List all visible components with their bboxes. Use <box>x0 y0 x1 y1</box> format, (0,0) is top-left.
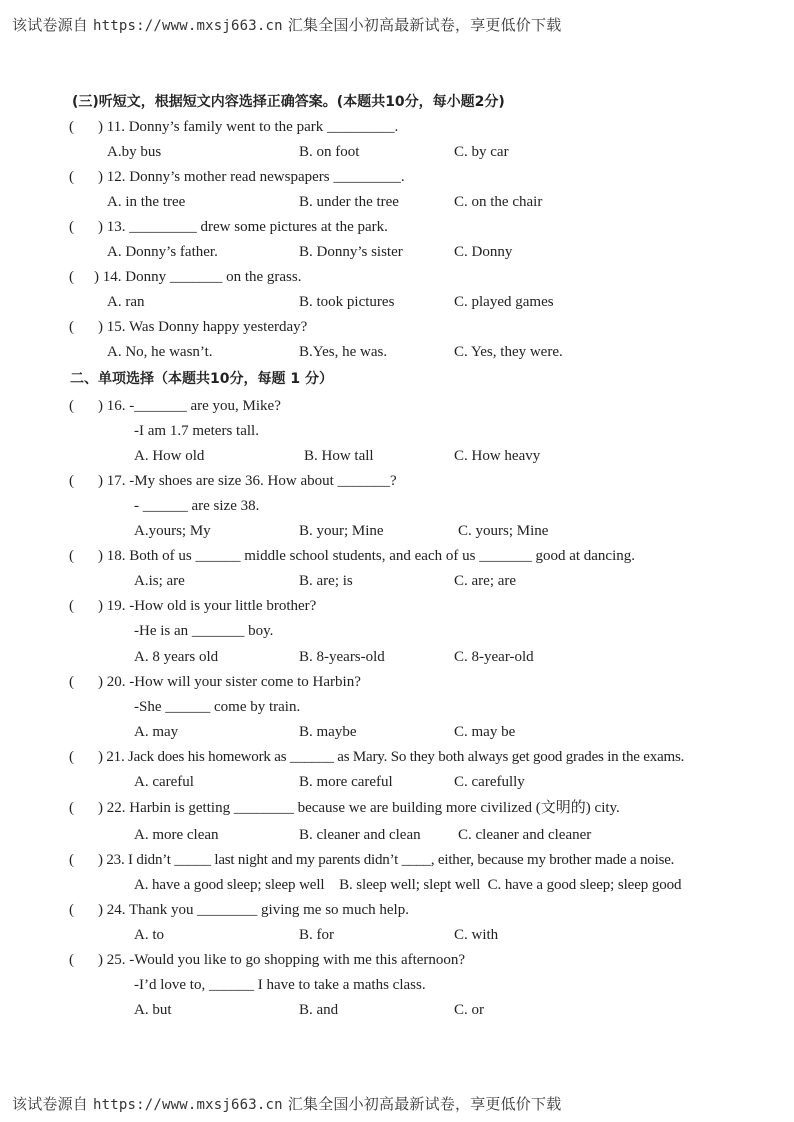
option-a: A.is; are <box>134 573 185 589</box>
option-c: C. played games <box>454 294 554 310</box>
question-dialog-line: -He is an _______ boy. <box>134 623 274 639</box>
answer-bracket: ( <box>69 473 74 489</box>
option-b: B. on foot <box>299 144 360 160</box>
option-b: B. Donny’s sister <box>299 244 403 260</box>
question-text: ) 14. Donny _______ on the grass. <box>94 269 302 285</box>
option-b: B. maybe <box>299 724 357 740</box>
answer-bracket: ( <box>69 749 74 765</box>
option-b: B.Yes, he was. <box>299 344 388 360</box>
option-a: A. No, he wasn’t. <box>107 344 213 360</box>
question-text: ) 15. Was Donny happy yesterday? <box>98 319 308 335</box>
footer-url-link[interactable]: https://www.mxsj663.cn <box>92 1097 283 1113</box>
answer-bracket: ( <box>69 269 74 285</box>
option-a: A. to <box>134 927 164 943</box>
option-b: B. How tall <box>304 448 374 464</box>
section3-title: (三)听短文，根据短文内容选择正确答案。(本题共10分，每小题2分) <box>72 94 505 110</box>
question-dialog-line: -I am 1.7 meters tall. <box>134 423 259 439</box>
option-b: B. 8-years-old <box>299 649 385 665</box>
footer-suffix: 汇集全国小初高最新试卷，享更低价下载 <box>287 1095 562 1113</box>
option-a: A. more clean <box>134 827 219 843</box>
page-header <box>12 14 561 35</box>
option-c: C. or <box>454 1002 484 1018</box>
option-c: C. Yes, they were. <box>454 344 563 360</box>
option-a: A. Donny’s father. <box>107 244 218 260</box>
header-prefix: 该试卷源自 <box>12 16 89 34</box>
answer-bracket: ( <box>69 319 74 335</box>
answer-bracket: ( <box>69 169 74 185</box>
option-b: B. cleaner and clean <box>299 827 421 843</box>
question-text: ) 21. Jack does his homework as ______ as Mary. So they both always get good grades in the exams. <box>98 749 685 765</box>
section2-title: 二、单项选择（本题共10分，每题 1 分） <box>70 371 333 387</box>
question-text: ) 13. _________ drew some pictures at the park. <box>98 219 388 235</box>
answer-bracket: ( <box>69 398 74 414</box>
question-text: ) 25. -Would you like to go shopping with me this afternoon? <box>98 952 466 968</box>
option-c: C. by car <box>454 144 509 160</box>
footer-prefix: 该试卷源自 <box>12 1095 89 1113</box>
option-b: B. for <box>299 927 334 943</box>
option-c: C. may be <box>454 724 516 740</box>
option-a: A. How old <box>134 448 205 464</box>
option-c: C. on the chair <box>454 194 543 210</box>
option-c: C. carefully <box>454 774 525 790</box>
option-a: A. in the tree <box>107 194 186 210</box>
option-b: B. your; Mine <box>299 523 384 539</box>
option-c: C. are; are <box>454 573 517 589</box>
answer-bracket: ( <box>69 800 74 816</box>
answer-bracket: ( <box>69 674 74 690</box>
option-a: A.by bus <box>107 144 162 160</box>
page-footer <box>12 1093 561 1114</box>
question-dialog-line: - ______ are size 38. <box>134 498 260 514</box>
question-text: ) 11. Donny’s family went to the park _________. <box>98 119 399 135</box>
question-text: ) 22. Harbin is getting ________ because we are building more civilized (文明的) city. <box>98 800 620 816</box>
answer-bracket: ( <box>69 219 74 235</box>
option-c: C. How heavy <box>454 448 541 464</box>
option-a: A. ran <box>107 294 145 310</box>
option-c: C. yours; Mine <box>458 523 549 539</box>
answer-bracket: ( <box>69 598 74 614</box>
answer-bracket: ( <box>69 119 74 135</box>
answer-bracket: ( <box>69 852 74 868</box>
option-b: B. are; is <box>299 573 353 589</box>
option-b: B. more careful <box>299 774 393 790</box>
question-text: ) 12. Donny’s mother read newspapers _________. <box>98 169 405 185</box>
option-c: C. cleaner and cleaner <box>458 827 592 843</box>
question-text: ) 17. -My shoes are size 36. How about _______? <box>98 473 397 489</box>
question-text: ) 20. -How will your sister come to Harbin? <box>98 674 361 690</box>
option-a: A.yours; My <box>134 523 211 539</box>
option-c: C. 8-year-old <box>454 649 534 665</box>
question-dialog-line: -She ______ come by train. <box>134 699 301 715</box>
question-dialog-line: -I’d love to, ______ I have to take a maths class. <box>134 977 426 993</box>
answer-bracket: ( <box>69 902 74 918</box>
header-suffix: 汇集全国小初高最新试卷，享更低价下载 <box>287 16 562 34</box>
option-a: A. may <box>134 724 179 740</box>
option-b: B. under the tree <box>299 194 399 210</box>
option-b: B. took pictures <box>299 294 395 310</box>
question-text: ) 19. -How old is your little brother? <box>98 598 317 614</box>
question-text: ) 18. Both of us ______ middle school students, and each of us _______ good at dancing. <box>98 548 636 564</box>
header-url-link[interactable]: https://www.mxsj663.cn <box>92 18 283 34</box>
option-a: A. careful <box>134 774 194 790</box>
option-list: A. have a good sleep; sleep well B. sleep well; slept well C. have a good sleep; sleep good <box>134 877 682 893</box>
question-text: ) 16. -_______ are you, Mike? <box>98 398 281 414</box>
answer-bracket: ( <box>69 952 74 968</box>
option-c: C. Donny <box>454 244 513 260</box>
option-a: A. 8 years old <box>134 649 219 665</box>
option-b: B. and <box>299 1002 339 1018</box>
answer-bracket: ( <box>69 548 74 564</box>
option-a: A. but <box>134 1002 172 1018</box>
option-c: C. with <box>454 927 499 943</box>
question-text: ) 24. Thank you ________ giving me so much help. <box>98 902 409 918</box>
question-text: ) 23. I didn’t _____ last night and my parents didn’t ____, either, because my brother made a noise. <box>98 852 675 868</box>
